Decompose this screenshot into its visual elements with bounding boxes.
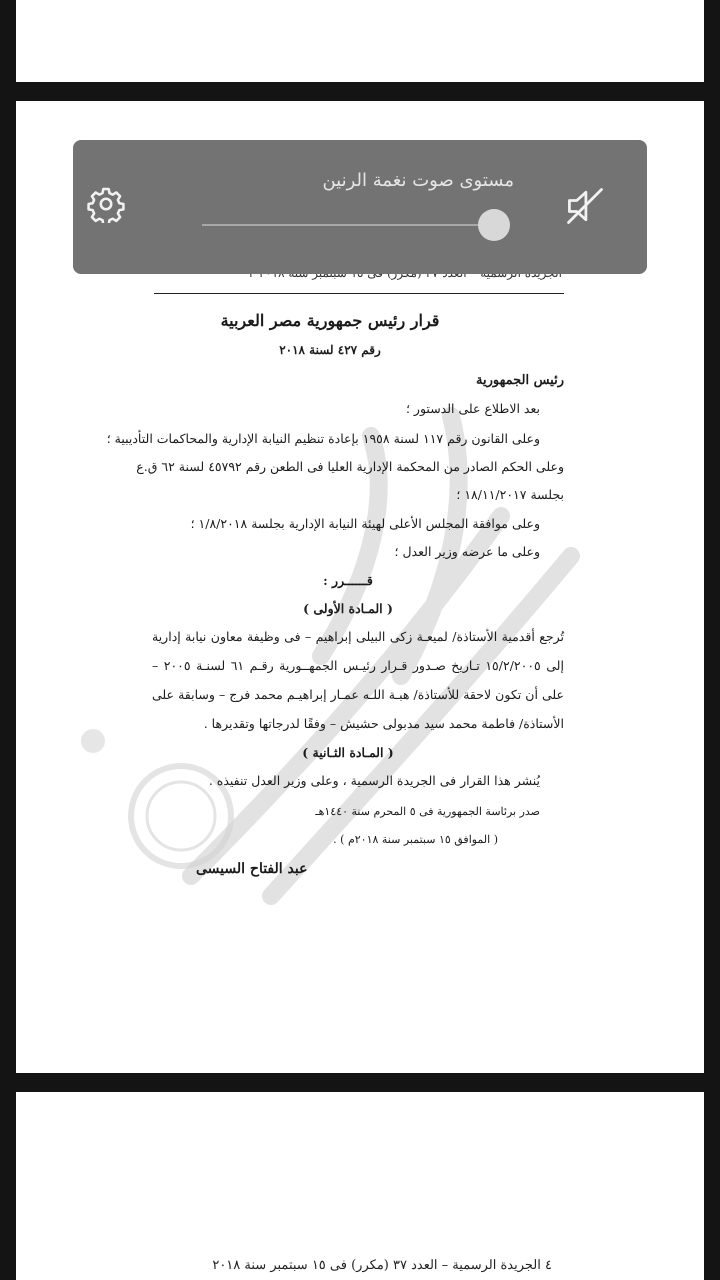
volume-muted-icon[interactable] bbox=[563, 184, 607, 228]
article-1-line: تُرجع أقدمية الأستاذة/ لميعـة زكى البيلى إبراهيم – فى وظيفة معاون نيابة إدارية bbox=[152, 629, 564, 644]
volume-panel-title: مستوى صوت نغمة الرنين bbox=[322, 170, 514, 191]
next-page-running-header: ٤ الجريدة الرسمية – العدد ٣٧ (مكرر) فى ١٥ سبتمبر سنة ٢٠١٨ bbox=[212, 1258, 552, 1273]
article-2-line: يُنشر هذا القرار فى الجريدة الرسمية ، وعلى وزير العدل تنفيذه . bbox=[208, 773, 540, 788]
next-page bbox=[16, 1092, 704, 1280]
issuer-heading: رئيس الجمهورية bbox=[476, 373, 564, 388]
article-1-line: الأستاذة/ فاطمة محمد سيد مدبولى حشيش – وفقًا لدرجاتها وتقديرها . bbox=[203, 716, 564, 731]
decree-number: رقم ٤٢٧ لسنة ٢٠١٨ bbox=[279, 343, 381, 357]
header-rule bbox=[154, 293, 564, 294]
volume-slider-track[interactable] bbox=[202, 224, 498, 226]
preamble-line: وعلى ما عرضه وزير العدل ؛ bbox=[394, 544, 540, 559]
issued-date: صدر برئاسة الجمهورية فى ٥ المحرم سنة ١٤٤٠هـ bbox=[315, 805, 540, 818]
preamble-line: وعلى موافقة المجلس الأعلى لهيئة النيابة الإدارية بجلسة ١/٨/٢٠١٨ ؛ bbox=[190, 516, 540, 531]
volume-slider-thumb[interactable] bbox=[478, 209, 510, 241]
volume-panel bbox=[73, 140, 647, 274]
preamble-line: وعلى الحكم الصادر من المحكمة الإدارية العليا فى الطعن رقم ٤٥٧٩٢ لسنة ٦٢ ق.ع bbox=[136, 459, 564, 474]
article-1-line: إلى ١٥/٢/٢٠٠٥ تـاريخ صـدور قـرار رئيـس الجمهــورية رقـم ٦١ لسنـة ٢٠٠٥ – bbox=[152, 658, 564, 673]
preamble-line: بعد الاطلاع على الدستور ؛ bbox=[405, 401, 540, 416]
preamble-line: بجلسة ١٨/١١/٢٠١٧ ؛ bbox=[456, 487, 564, 502]
article-1-title: ( المـادة الأولى ) bbox=[303, 601, 393, 616]
article-2-title: ( المـادة الثـانية ) bbox=[302, 745, 394, 760]
corresponding-date: ( الموافق ١٥ سبتمبر سنة ٢٠١٨م ) . bbox=[333, 833, 498, 846]
article-1-line: على أن تكون لاحقة للأستاذة/ هبـة اللـه عمـار إبراهيـم محمد فرج – وسابقة على bbox=[152, 687, 564, 702]
gear-icon[interactable] bbox=[87, 185, 125, 223]
previous-page bbox=[16, 0, 704, 82]
decided-heading: قــــــرر : bbox=[323, 573, 373, 588]
preamble-line: وعلى القانون رقم ١١٧ لسنة ١٩٥٨ بإعادة تنظيم النيابة الإدارية والمحاكمات التأديبية ؛ bbox=[106, 431, 540, 446]
signature: عبد الفتاح السيسى bbox=[196, 861, 308, 877]
decree-title: قرار رئيس جمهورية مصر العربية bbox=[220, 311, 440, 330]
